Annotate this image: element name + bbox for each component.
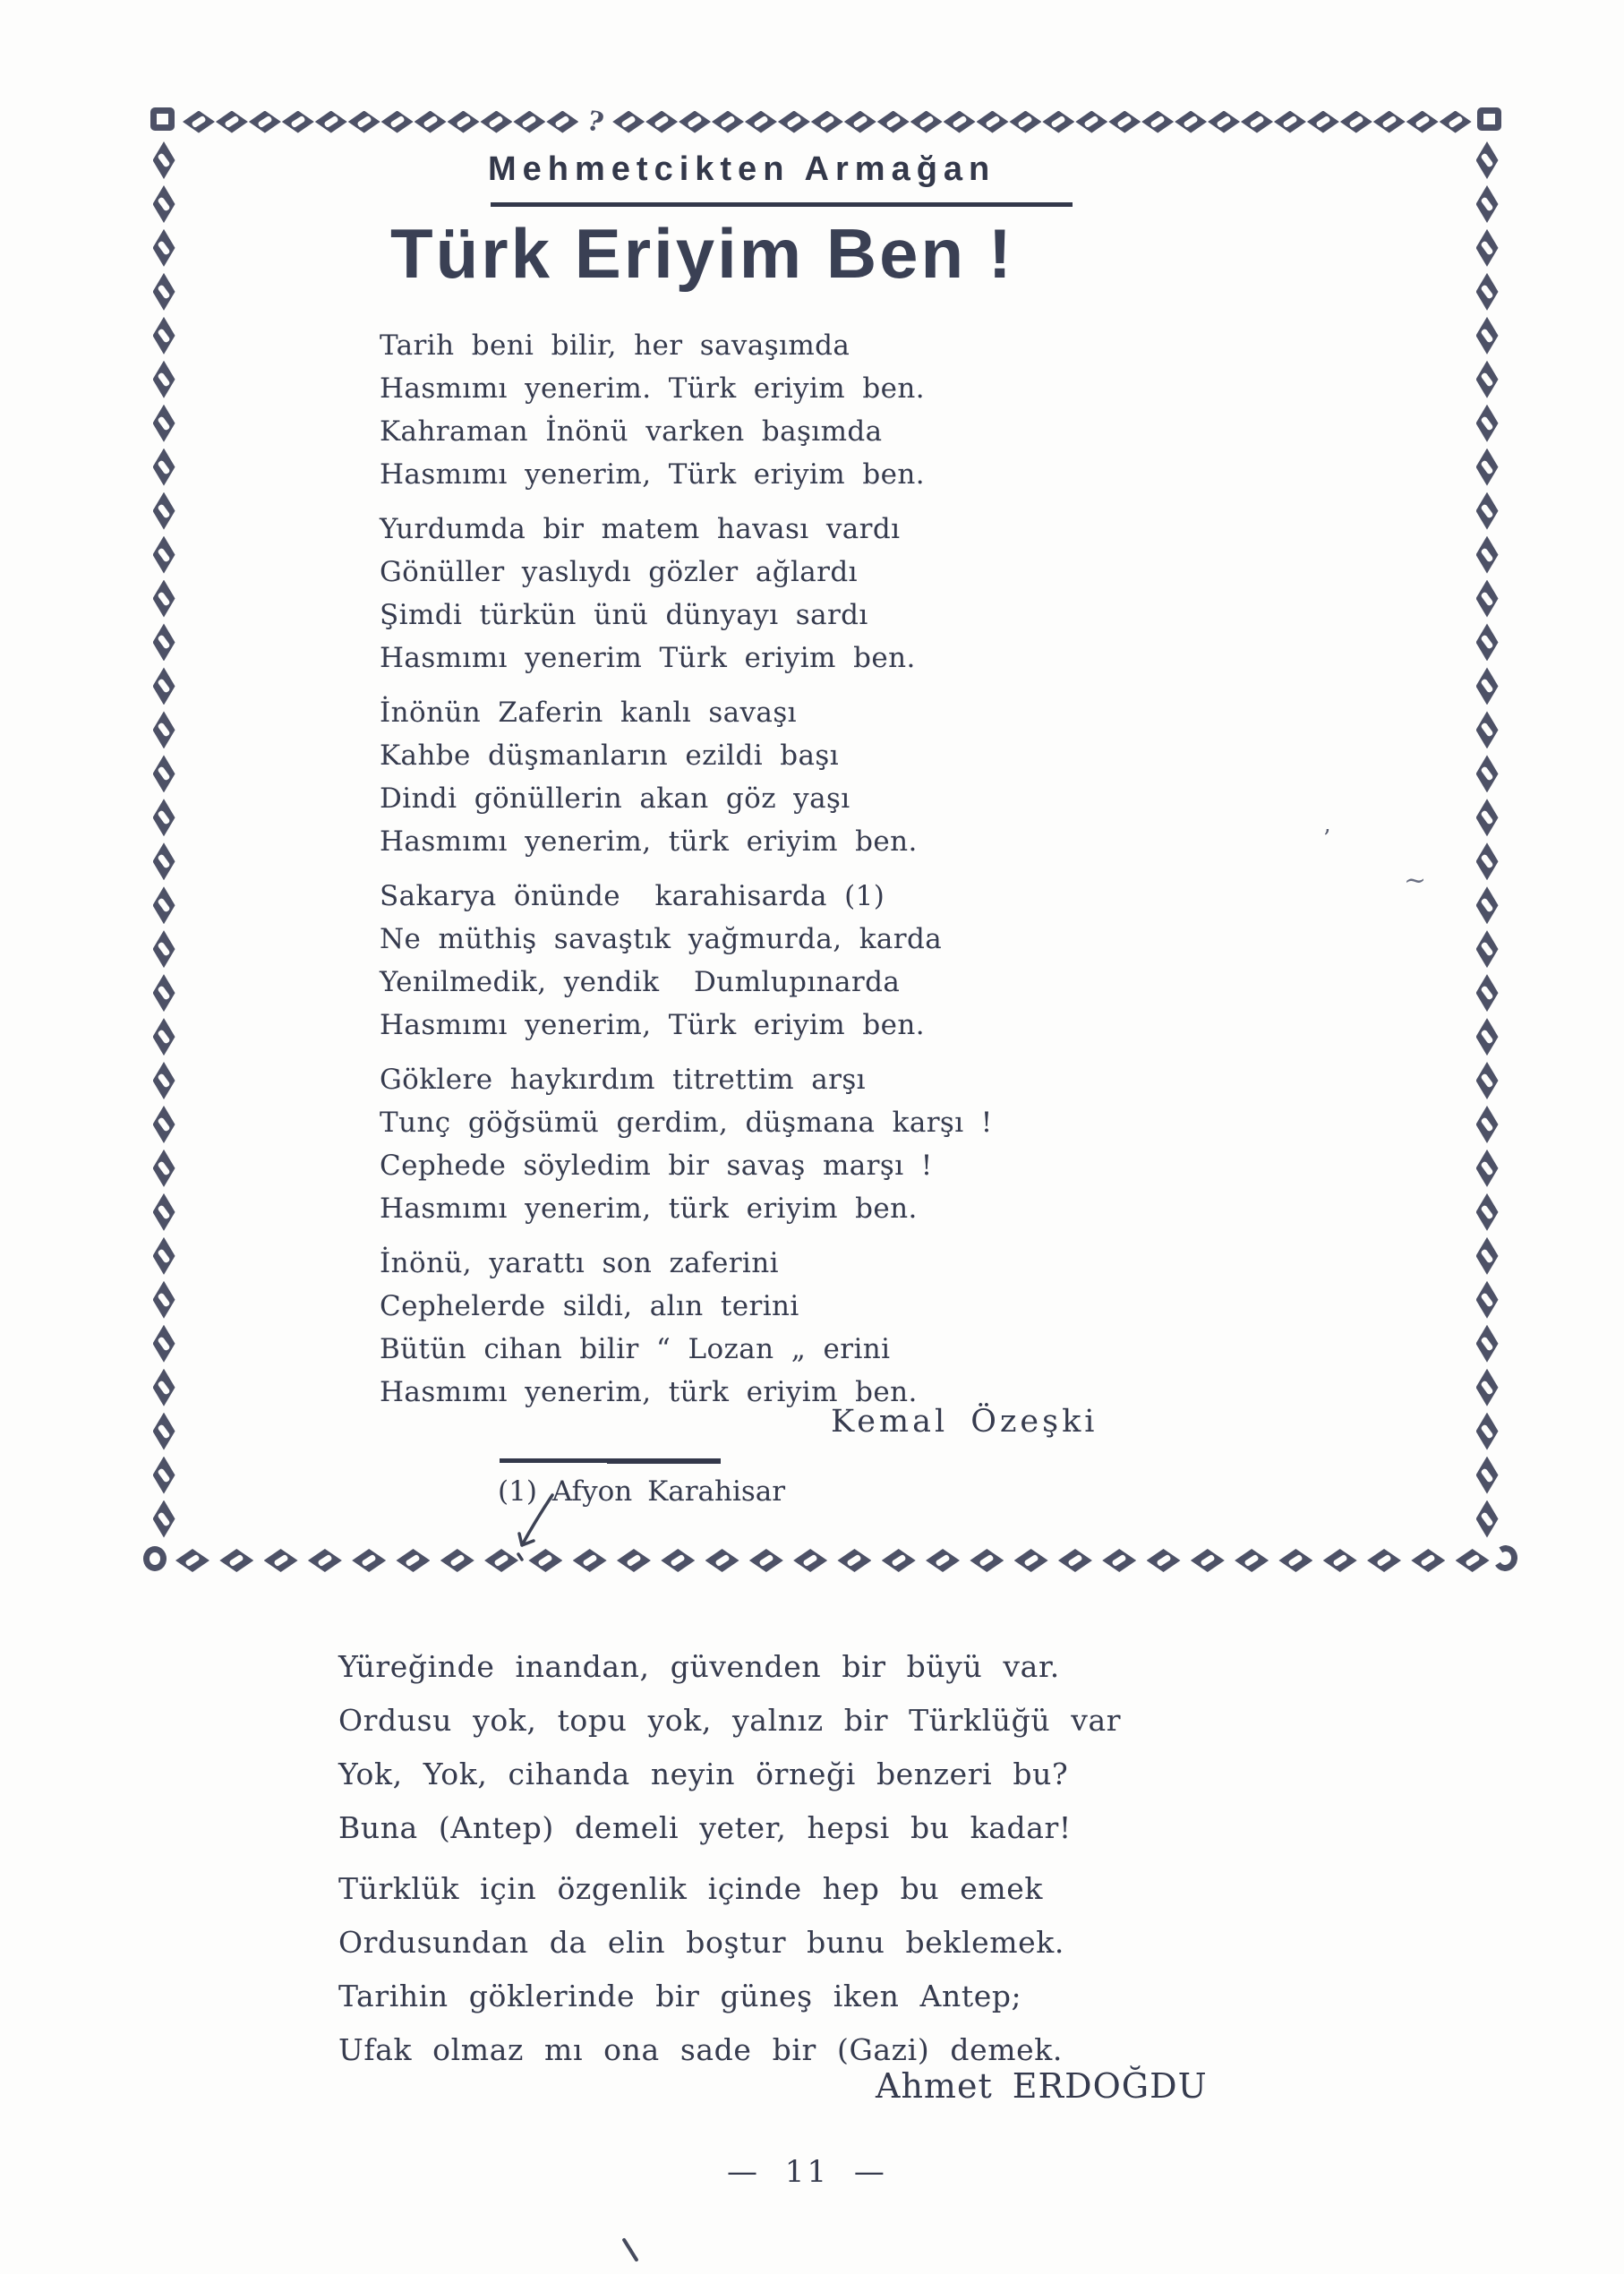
- page-number: — 11 —: [727, 2154, 887, 2190]
- diamond-ornament: [1476, 1237, 1499, 1275]
- diamond-ornament: [1476, 449, 1499, 486]
- poem-line: Bütün cihan bilir “ Lozan „ erini: [380, 1333, 891, 1365]
- diamond-ornament: [1476, 886, 1499, 924]
- diamond-ornament: [153, 1237, 175, 1275]
- diamond-ornament: [153, 755, 175, 792]
- diamond-ornament: [153, 405, 175, 442]
- diamond-ornament: [573, 1549, 607, 1572]
- diamond-ornament: [315, 111, 347, 133]
- border-left-edge: [152, 141, 175, 1538]
- diamond-ornament: [153, 1457, 175, 1494]
- diamond-ornament: [396, 1549, 430, 1572]
- diamond-ornament: [153, 273, 175, 311]
- poem-line: Hasmımı yenerim Türk eriyim ben.: [380, 642, 916, 674]
- diamond-ornament: [175, 1549, 209, 1572]
- diamond-ornament: [617, 1549, 651, 1572]
- diamond-ornament: [1235, 1549, 1269, 1572]
- diamond-ornament: [153, 842, 175, 880]
- framed-poem: [380, 324, 993, 1425]
- diamond-ornament: [1476, 1106, 1499, 1143]
- poem-line: Yenilmedik, yendik Dumlupınarda: [380, 966, 901, 998]
- diamond-ornament: [1367, 1549, 1401, 1572]
- diamond-ornament: [153, 536, 175, 574]
- diamond-ornament: [153, 1018, 175, 1056]
- border-corner-square-top-left: [150, 107, 175, 131]
- diamond-ornament: [153, 1062, 175, 1099]
- diamond-ornament: [153, 886, 175, 924]
- diamond-ornament: [1476, 755, 1499, 792]
- diamond-ornament: [1476, 974, 1499, 1012]
- diamond-ornament: [926, 1549, 960, 1572]
- diamond-ornament: [153, 185, 175, 223]
- diamond-ornament: [1009, 111, 1041, 133]
- border-corner-square-top-right: [1477, 107, 1501, 131]
- diamond-ornament: [1476, 141, 1499, 179]
- diamond-ornament: [910, 111, 943, 133]
- diamond-ornament: [1373, 111, 1406, 133]
- ink-squiggle-artifact: [506, 1492, 568, 1563]
- diamond-ornament: [183, 111, 215, 133]
- diamond-ornament: [612, 111, 645, 133]
- diamond-ornament: [877, 111, 910, 133]
- diamond-ornament: [705, 1549, 739, 1572]
- diamond-ornament: [1476, 1150, 1499, 1187]
- diamond-ornament: [749, 1549, 783, 1572]
- diamond-ornament: [153, 711, 175, 748]
- diamond-ornament: [844, 111, 876, 133]
- diamond-ornament: [1476, 1500, 1499, 1538]
- diamond-ornament: [882, 1549, 916, 1572]
- diamond-ornament: [1175, 111, 1207, 133]
- scan-speck: ~: [1404, 865, 1427, 896]
- diamond-ornament: [153, 141, 175, 179]
- diamond-ornament: [264, 1549, 298, 1572]
- diamond-ornament: [153, 1150, 175, 1187]
- diamond-ornament: [1191, 1549, 1225, 1572]
- diamond-ornament: [153, 229, 175, 267]
- diamond-ornament: [1241, 111, 1273, 133]
- diamond-ornament: [1141, 111, 1174, 133]
- poem-line: Tunç göğsümü gerdim, düşmana karşı !: [380, 1107, 993, 1139]
- poem-line: Ufak olmaz mı ona sade bir (Gazi) demek.: [338, 2032, 1063, 2067]
- diamond-ornament: [448, 111, 480, 133]
- poem-line: Kahraman İnönü varken başımda: [380, 415, 883, 448]
- diamond-ornament: [1476, 930, 1499, 968]
- poem-line: Yok, Yok, cihanda neyin örneği benzeri bu?: [338, 1757, 1069, 1791]
- footnote: (1) Afyon Karahisar: [498, 1475, 786, 1508]
- poem-line: Kahbe düşmanların ezildi başı: [380, 739, 840, 772]
- poem-line: Yurdumda bir matem havası vardı: [380, 513, 901, 545]
- diamond-ornament: [1476, 1413, 1499, 1450]
- poem-line: İnönün Zaferin kanlı savaşı: [380, 697, 797, 729]
- diamond-ornament: [153, 930, 175, 968]
- diamond-ornament: [1102, 1549, 1136, 1572]
- diamond-ornament: [1476, 1062, 1499, 1099]
- diamond-ornament: [1476, 317, 1499, 355]
- border-corner-ring-bottom-left: [143, 1546, 167, 1571]
- poem-title: Türk Eriyim Ben !: [390, 214, 1014, 293]
- diamond-ornament: [1058, 1549, 1092, 1572]
- diamond-ornament: [352, 1549, 386, 1572]
- poem-line: İnönü, yarattı son zaferini: [380, 1247, 779, 1279]
- diamond-ornament: [645, 111, 678, 133]
- diamond-ornament: [837, 1549, 871, 1572]
- diamond-ornament: [1075, 111, 1107, 133]
- diamond-ornament: [1476, 361, 1499, 398]
- diamond-ornament: [415, 111, 447, 133]
- diamond-ornament: [153, 449, 175, 486]
- diamond-ornament: [1042, 111, 1074, 133]
- author-signature: Ahmet ERDOĞDU: [876, 2066, 1208, 2106]
- diamond-ornament: [153, 1281, 175, 1319]
- diamond-ornament: [249, 111, 281, 133]
- diamond-ornament: [778, 111, 810, 133]
- diamond-ornament: [1476, 536, 1499, 574]
- border-bottom-edge: [175, 1547, 1490, 1574]
- diamond-ornament: [348, 111, 380, 133]
- diamond-ornament: [153, 580, 175, 618]
- poem-line: Ne müthiş savaştık yağmurda, karda: [380, 923, 943, 955]
- poem-line: Hasmımı yenerim, türk eriyim ben.: [380, 1376, 918, 1408]
- stanza: [380, 508, 993, 680]
- diamond-ornament: [679, 111, 711, 133]
- diamond-ornament: [1476, 580, 1499, 618]
- diamond-ornament: [153, 799, 175, 836]
- poem-line: Cephede söyledim bir savaş marşı !: [380, 1150, 933, 1182]
- diamond-ornament: [1476, 623, 1499, 661]
- poem-line: Buna (Antep) demeli yeter, hepsi bu kadar!: [338, 1810, 1072, 1845]
- stanza: [380, 875, 993, 1047]
- diamond-ornament: [153, 1106, 175, 1143]
- stanza: [380, 1242, 993, 1414]
- diamond-ornament: [153, 623, 175, 661]
- diamond-ornament: [153, 1325, 175, 1363]
- poem-line: Tarih beni bilir, her savaşımda: [380, 329, 850, 362]
- diamond-ornament: [1208, 111, 1240, 133]
- stanza: [380, 691, 993, 863]
- diamond-ornament: [1147, 1549, 1181, 1572]
- diamond-ornament: [1476, 273, 1499, 311]
- diamond-ornament: [1323, 1549, 1357, 1572]
- diamond-ornament: [546, 111, 578, 133]
- diamond-ornament: [1440, 111, 1472, 133]
- diamond-ornament: [480, 111, 512, 133]
- scan-speck: ’: [1323, 825, 1331, 852]
- footnote-rule: [500, 1458, 721, 1463]
- poem-line: Hasmımı yenerim. Türk eriyim ben.: [380, 372, 925, 405]
- diamond-ornament: [1476, 1018, 1499, 1056]
- diamond-ornament: [153, 361, 175, 398]
- poem-line: Türklük için özgenlik içinde hep bu emek: [338, 1871, 1044, 1906]
- poem-line: Sakarya önünde karahisarda (1): [380, 880, 885, 912]
- diamond-ornament: [1274, 111, 1306, 133]
- poem-line: Dindi gönüllerin akan göz yaşı: [380, 782, 850, 815]
- poem-line: Yüreğinde inandan, güvenden bir büyü var.: [338, 1649, 1060, 1684]
- border-top-edge: [183, 104, 1472, 140]
- diamond-ornament: [1476, 229, 1499, 267]
- diamond-ornament: [1476, 799, 1499, 836]
- stanza: [338, 1640, 1121, 1855]
- diamond-ornament: [219, 1549, 253, 1572]
- kicker-underline: [491, 202, 1073, 207]
- poem-line: Cephelerde sildi, alın terini: [380, 1290, 799, 1322]
- diamond-ornament: [153, 1369, 175, 1406]
- diamond-ornament: [153, 1193, 175, 1231]
- diamond-ornament: [153, 1413, 175, 1450]
- diamond-ornament: [1476, 1369, 1499, 1406]
- border-defect-mark: ?: [584, 104, 608, 140]
- stanza: [338, 1862, 1121, 2077]
- diamond-ornament: [1014, 1549, 1048, 1572]
- poem-line: Gönüller yaslıydı gözler ağlardı: [380, 556, 858, 588]
- diamond-ornament: [1406, 111, 1439, 133]
- poem-line: Şimdi türkün ünü dünyayı sardı: [380, 599, 868, 631]
- diamond-ornament: [977, 111, 1009, 133]
- diamond-ornament: [1476, 1193, 1499, 1231]
- author-signature: Kemal Özeşki: [831, 1404, 1098, 1440]
- border-corner-open-ring-bottom-right: [1491, 1543, 1519, 1574]
- diamond-ornament: [661, 1549, 695, 1572]
- diamond-ornament: [1476, 711, 1499, 748]
- diamond-ornament: [513, 111, 545, 133]
- poem-line: Ordusu yok, topu yok, yalnız bir Türklüğü var: [338, 1703, 1122, 1738]
- diamond-ornament: [1278, 1549, 1312, 1572]
- diamond-ornament: [1476, 1457, 1499, 1494]
- diamond-ornament: [793, 1549, 827, 1572]
- poem-line: Ordusundan da elin boştur bunu beklemek.: [338, 1925, 1064, 1960]
- diamond-ornament: [1476, 185, 1499, 223]
- diamond-ornament: [1411, 1549, 1445, 1572]
- diamond-ornament: [1456, 1549, 1490, 1572]
- poem-line: Hasmımı yenerim, Türk eriyim ben.: [380, 1009, 925, 1041]
- diamond-ornament: [712, 111, 744, 133]
- diamond-ornament: [440, 1549, 474, 1572]
- section-kicker: Mehmetcikten Armağan: [488, 150, 996, 188]
- diamond-ornament: [153, 1500, 175, 1538]
- diamond-ornament: [1476, 667, 1499, 705]
- stanza: [380, 324, 993, 496]
- diamond-ornament: [1476, 842, 1499, 880]
- diamond-ornament: [153, 492, 175, 530]
- diamond-ornament: [970, 1549, 1004, 1572]
- diamond-ornament: [381, 111, 414, 133]
- poem-line: Hasmımı yenerim, Türk eriyim ben.: [380, 458, 925, 491]
- border-right-edge: [1475, 141, 1499, 1538]
- diamond-ornament: [153, 974, 175, 1012]
- scan-stroke-artifact: [621, 2237, 638, 2262]
- diamond-ornament: [1340, 111, 1372, 133]
- diamond-ornament: [1476, 1281, 1499, 1319]
- diamond-ornament: [811, 111, 843, 133]
- poem-line: Tarihin göklerinde bir güneş iken Antep;: [338, 1979, 1022, 2013]
- diamond-ornament: [745, 111, 777, 133]
- diamond-ornament: [944, 111, 976, 133]
- diamond-ornament: [308, 1549, 342, 1572]
- diamond-ornament: [1307, 111, 1339, 133]
- diamond-ornament: [282, 111, 314, 133]
- diamond-ornament: [1476, 405, 1499, 442]
- diamond-ornament: [1476, 1325, 1499, 1363]
- poem-line: Hasmımı yenerim, türk eriyim ben.: [380, 825, 918, 858]
- open-poem: [338, 1640, 1121, 2084]
- diamond-ornament: [216, 111, 248, 133]
- diamond-ornament: [1108, 111, 1141, 133]
- poem-line: Göklere haykırdım titrettim arşı: [380, 1064, 866, 1096]
- diamond-ornament: [153, 317, 175, 355]
- poem-line: Hasmımı yenerim, türk eriyim ben.: [380, 1193, 918, 1225]
- stanza: [380, 1058, 993, 1230]
- diamond-ornament: [1476, 492, 1499, 530]
- diamond-ornament: [153, 667, 175, 705]
